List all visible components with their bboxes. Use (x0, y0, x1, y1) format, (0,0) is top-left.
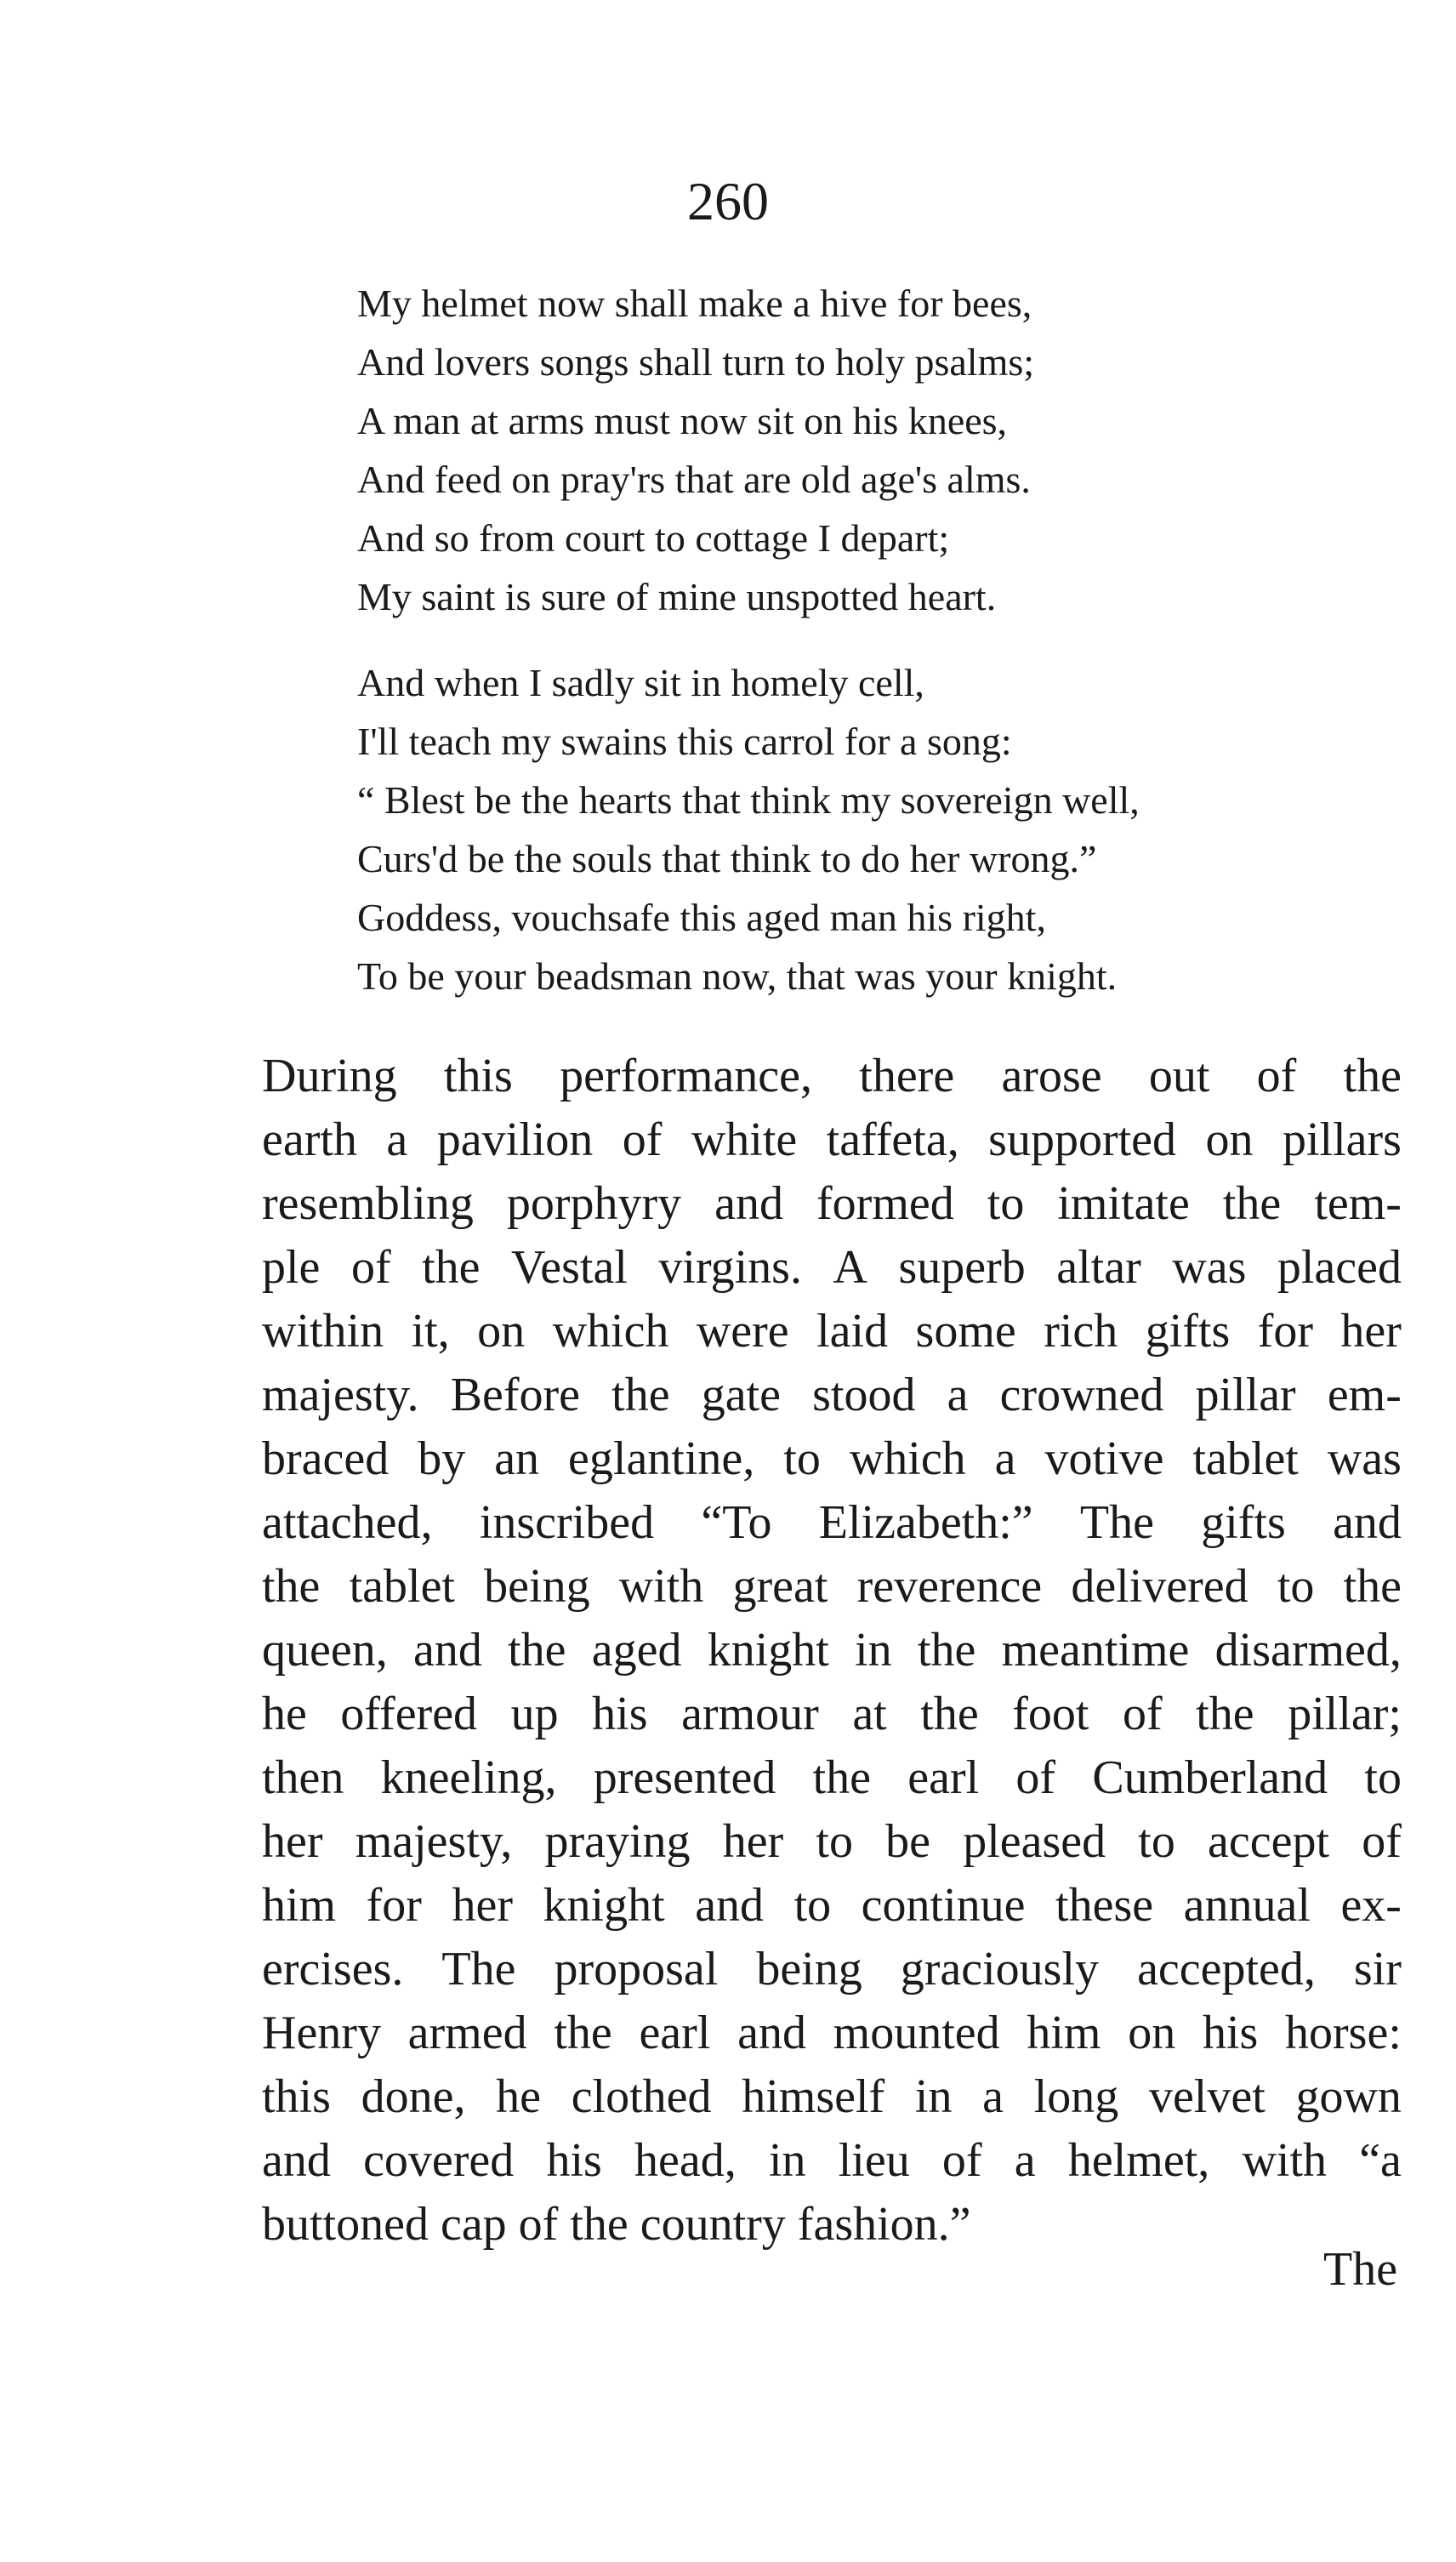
prose-word: Henry (262, 2007, 381, 2059)
prose-word: velvet (1148, 2070, 1265, 2123)
prose-word: the (262, 1560, 321, 1613)
prose-word: virgins. (658, 1241, 802, 1294)
prose-word: on (477, 1305, 526, 1358)
prose-word: and (695, 1879, 765, 1932)
prose-word: accept (1208, 1815, 1330, 1868)
prose-word: eglantine, (568, 1432, 755, 1485)
prose-line (262, 2129, 1402, 2193)
prose-word: reverence (856, 1560, 1043, 1613)
prose-line (262, 1874, 1402, 1938)
prose-word: of (1362, 1815, 1402, 1868)
prose-word: the (1343, 1560, 1402, 1613)
prose-line (262, 1619, 1402, 1682)
prose-line (262, 1746, 1402, 1810)
prose-word: continue (861, 1879, 1026, 1932)
prose-word: tablet (349, 1560, 455, 1613)
verse-line: And feed on pray'rs that are old age's alms. (357, 458, 1031, 501)
prose-word: him (1027, 2007, 1101, 2059)
prose-word: lieu (838, 2134, 910, 2187)
prose-word: sir (1353, 1943, 1402, 1996)
prose-word: disarmed, (1214, 1624, 1402, 1677)
prose-word: performance, (560, 1050, 813, 1102)
prose-line (262, 1172, 1402, 1236)
verse-line: Curs'd be the souls that think to do her wrong.” (357, 837, 1097, 880)
prose-line: buttoned cap of the country fashion.” (262, 2198, 971, 2251)
prose-word: pillar (1195, 1369, 1296, 1421)
prose-word: pillar; (1288, 1688, 1402, 1740)
prose-word: by (418, 1432, 466, 1485)
prose-line (262, 1555, 1402, 1619)
prose-word: knight (707, 1624, 829, 1677)
prose-word: earl (639, 2007, 711, 2059)
prose-word: em- (1327, 1369, 1402, 1421)
prose-word: a (386, 1113, 408, 1166)
prose-word: to (1364, 1751, 1402, 1804)
prose-word: her (722, 1815, 784, 1868)
prose-word: some (915, 1305, 1016, 1358)
prose-word: earth (262, 1113, 357, 1166)
prose-word: During (262, 1050, 397, 1102)
prose-word: being (756, 1943, 862, 1996)
prose-word: helmet, (1067, 2134, 1210, 2187)
prose-word: to (793, 1879, 832, 1932)
prose-word: the (422, 1241, 481, 1294)
verse-line: Goddess, vouchsafe this aged man his right, (357, 896, 1046, 939)
prose-word: altar (1056, 1241, 1141, 1294)
prose-word: meantime (1001, 1624, 1190, 1677)
prose-word: the (1196, 1688, 1254, 1740)
prose-word: superb (898, 1241, 1026, 1294)
prose-word: pavilion (436, 1113, 594, 1166)
prose-word: kneeling, (380, 1751, 557, 1804)
prose-line (262, 1045, 1402, 1108)
prose-word: in (768, 2134, 806, 2187)
prose-word: tem- (1314, 1177, 1402, 1230)
prose-word: were (696, 1305, 789, 1358)
prose-word: this (262, 2070, 331, 2123)
page-number: 260 (687, 171, 769, 231)
prose-word: to (783, 1432, 821, 1485)
prose-word: a (994, 1432, 1016, 1485)
verse-line: My saint is sure of mine unspotted heart. (357, 575, 997, 618)
prose-word: the (917, 1624, 976, 1677)
prose-word: arose (1001, 1050, 1102, 1102)
prose-word: and (412, 1624, 482, 1677)
prose-word: mounted (833, 2007, 1000, 2059)
poem-stanza-2 (357, 653, 1140, 1005)
prose-word: done, (361, 2070, 466, 2123)
prose-line (262, 1236, 1402, 1300)
prose-word: pillars (1282, 1113, 1402, 1166)
prose-word: The (1079, 1496, 1154, 1549)
prose-word: foot (1012, 1688, 1089, 1740)
prose-word: the (1222, 1177, 1282, 1230)
prose-word: great (732, 1560, 828, 1613)
prose-word: a (982, 2070, 1004, 2123)
prose-word: with (1242, 2134, 1327, 2187)
prose-word: her (452, 1879, 513, 1932)
prose-word: formed (816, 1177, 954, 1230)
verse-line: And when I sadly sit in homely cell, (357, 661, 924, 704)
prose-word: gate (701, 1369, 781, 1421)
prose-word: resembling (262, 1177, 474, 1230)
prose-word: with (618, 1560, 704, 1613)
prose-word: to (1138, 1815, 1175, 1868)
prose-word: for (1257, 1305, 1313, 1358)
prose-word: his (546, 2134, 602, 2187)
prose-word: in (855, 1624, 892, 1677)
prose-word: of (622, 1113, 663, 1166)
verse-line: “ Blest be the hearts that think my sovereign well, (357, 778, 1140, 822)
prose-word: majesty, (355, 1815, 513, 1868)
prose-word: was (1172, 1241, 1247, 1294)
prose-word: of (1123, 1688, 1163, 1740)
prose-word: which (849, 1432, 966, 1485)
prose-word: to (816, 1815, 853, 1868)
prose-word: an (494, 1432, 540, 1485)
prose-word: and (262, 2134, 331, 2187)
prose-word: The (441, 1943, 516, 1996)
prose-word: the (920, 1688, 979, 1740)
catchword: The (1323, 2243, 1398, 2296)
prose-word: attached, (262, 1496, 433, 1549)
prose-word: in (914, 2070, 953, 2123)
prose-word: and (737, 2007, 806, 2059)
verse-line: A man at arms must now sit on his knees, (357, 399, 1008, 442)
prose-word: ercises. (262, 1943, 404, 1996)
prose-word: was (1327, 1432, 1402, 1485)
prose-word: imitate (1057, 1177, 1190, 1230)
prose-word: being (484, 1560, 590, 1613)
prose-word: on (1205, 1113, 1254, 1166)
prose-word: up (510, 1688, 559, 1740)
prose-word: “To (701, 1496, 772, 1549)
prose-word: delivered (1071, 1560, 1248, 1613)
verse-line: And so from court to cottage I depart; (357, 516, 950, 560)
prose-word: the (611, 1369, 670, 1421)
prose-paragraph (262, 1045, 1402, 2257)
prose-word: “a (1359, 2134, 1402, 2187)
prose-word: within (262, 1305, 384, 1358)
prose-word: there (859, 1050, 955, 1102)
prose-word: of (1015, 1751, 1056, 1804)
prose-word: Before (450, 1369, 581, 1421)
verse-line: To be your beadsman now, that was your knight. (357, 954, 1118, 998)
prose-word: inscribed (479, 1496, 655, 1549)
prose-word: gifts (1201, 1496, 1286, 1549)
prose-word: proposal (554, 1943, 719, 1996)
prose-word: then (262, 1751, 344, 1804)
prose-word: his (592, 1688, 648, 1740)
prose-word: his (1202, 2007, 1259, 2059)
prose-line (262, 1682, 1402, 1746)
prose-word: stood (812, 1369, 916, 1421)
prose-line (262, 1108, 1402, 1172)
prose-word: and (1333, 1496, 1402, 1549)
prose-word: and (714, 1177, 784, 1230)
prose-word: he (262, 1688, 307, 1740)
prose-word: laid (816, 1305, 889, 1358)
prose-line (262, 2065, 1402, 2129)
prose-word: a (947, 1369, 969, 1421)
prose-word: armour (681, 1688, 819, 1740)
prose-word: gown (1295, 2070, 1402, 2123)
prose-word: offered (340, 1688, 478, 1740)
verse-line: I'll teach my swains this carrol for a song: (357, 720, 1012, 763)
prose-word: Cumberland (1092, 1751, 1328, 1804)
prose-line (262, 1300, 1402, 1364)
prose-word: long (1033, 2070, 1119, 2123)
prose-word: presented (593, 1751, 776, 1804)
prose-word: head, (634, 2134, 737, 2187)
prose-word: accepted, (1137, 1943, 1316, 1996)
prose-word: which (552, 1305, 669, 1358)
prose-word: praying (544, 1815, 691, 1868)
prose-word: be (885, 1815, 930, 1868)
prose-word: earl (907, 1751, 980, 1804)
prose-word: clothed (571, 2070, 712, 2123)
prose-line (262, 2001, 1402, 2065)
prose-word: the (812, 1751, 871, 1804)
prose-word: to (987, 1177, 1025, 1230)
prose-word: braced (262, 1432, 390, 1485)
verse-line: And lovers songs shall turn to holy psalms; (357, 340, 1035, 384)
prose-line (262, 1427, 1402, 1491)
prose-line (262, 1938, 1402, 2001)
prose-word: the (1343, 1050, 1402, 1102)
prose-word: covered (363, 2134, 515, 2187)
prose-word: porphyry (506, 1177, 682, 1230)
prose-word: this (443, 1050, 513, 1102)
prose-word: out (1148, 1050, 1210, 1102)
prose-word: rich (1044, 1305, 1118, 1358)
prose-word: Vestal (511, 1241, 628, 1294)
prose-word: at (852, 1688, 887, 1740)
prose-word: of (941, 2134, 982, 2187)
prose-word: on (1128, 2007, 1176, 2059)
poem-stanza-1 (357, 274, 1034, 626)
prose-word: her (262, 1815, 323, 1868)
prose-word: horse: (1285, 2007, 1402, 2059)
prose-word: himself (742, 2070, 885, 2123)
prose-word: queen, (262, 1624, 388, 1677)
prose-word: a (1014, 2134, 1036, 2187)
prose-word: supported (988, 1113, 1177, 1166)
prose-word: knight (543, 1879, 665, 1932)
prose-word: aged (591, 1624, 682, 1677)
prose-word: ple (262, 1241, 321, 1294)
prose-word: to (1277, 1560, 1315, 1613)
prose-word: ex- (1340, 1879, 1402, 1932)
prose-word: votive (1044, 1432, 1164, 1485)
prose-word: tablet (1192, 1432, 1299, 1485)
prose-word: the (554, 2007, 612, 2059)
prose-word: of (1256, 1050, 1297, 1102)
prose-word: armed (407, 2007, 527, 2059)
prose-word: majesty. (262, 1369, 419, 1421)
prose-word: white (691, 1113, 798, 1166)
prose-word: A (833, 1241, 867, 1294)
prose-line (262, 1491, 1402, 1555)
prose-word: her (1340, 1305, 1402, 1358)
prose-word: crowned (999, 1369, 1164, 1421)
prose-word: he (496, 2070, 542, 2123)
prose-word: the (508, 1624, 566, 1677)
verse-line: My helmet now shall make a hive for bees, (357, 282, 1032, 325)
prose-word: it, (411, 1305, 450, 1358)
prose-word: gifts (1145, 1305, 1231, 1358)
prose-word: for (366, 1879, 422, 1932)
prose-word: Elizabeth:” (818, 1496, 1033, 1549)
prose-word: these (1055, 1879, 1154, 1932)
prose-line (262, 1364, 1402, 1427)
prose-word: annual (1183, 1879, 1311, 1932)
prose-word: graciously (900, 1943, 1100, 1996)
prose-word: him (262, 1879, 337, 1932)
prose-word: pleased (963, 1815, 1106, 1868)
prose-word: of (350, 1241, 391, 1294)
prose-line (262, 1810, 1402, 1874)
prose-word: taffeta, (826, 1113, 959, 1166)
prose-word: placed (1277, 1241, 1402, 1294)
